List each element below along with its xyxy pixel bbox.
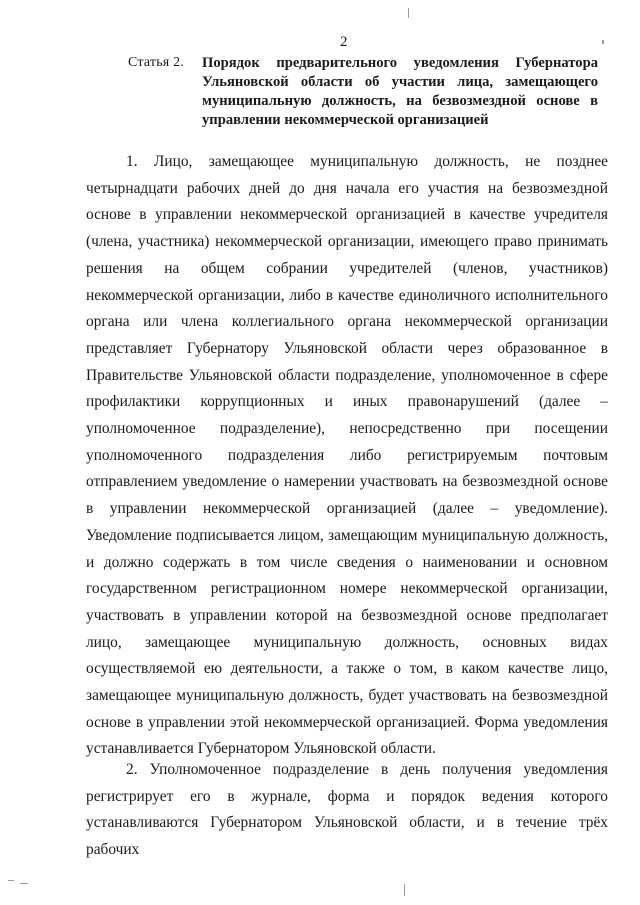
scan-mark bbox=[408, 8, 409, 18]
paragraph-2: 2. Уполномоченное подразделение в день получения уведомления регистрирует его в журнале, форма и порядок ведения которого устанавливаются Губернатором Ульяновской области, и в течение трёх рабочих bbox=[86, 761, 608, 859]
paragraph-1: 1. Лицо, замещающее муниципальную должность, не позднее четырнадцати рабочих дней до дня начала его участия на безвозмездной основе в управлении некоммерческой организацией в качестве учредителя (члена, участника) некоммерческой организации, имеющего право принимать решения на общем собрании учредителей (членов, участников) некоммерческой организации, либо в качестве единоличного исполнительного органа или члена коллегиального органа некоммерческой организации представляет Губернатору Ульяновской области через образованное в Правительстве Ульяновской области подразделение, уполномоченное в сфере профилактики коррупционных и иных правонарушений (далее – уполномоченное подразделение), непосредственно при посещении уполномоченного подразделения либо регистрируемым почтовым отправлением уведомление о намерении участвовать на безвозмездной основе в управлении некоммерческой организацией (далее – уведомление). Уведомление подписывается лицом, замещающим муниципальную должность, и должно содержать в том числе сведения о наименовании и основном государственном регистрационном номере некоммерческой организации, участвовать в управлении которой на безвозмездной основе предполагает лицо, замещающее муниципальную должность, основных видах осуществляемой ею деятельности, а также о том, в каком качестве лицо, замещающее муниципальную должность, будет участвовать на безвозмездной основе в управлении этой некоммерческой организацией. Форма уведомления устанавливается Губернатором Ульяновской области. bbox=[86, 153, 608, 758]
scan-mark bbox=[8, 880, 14, 881]
scan-mark bbox=[404, 884, 405, 896]
article-label: Статья 2. bbox=[128, 55, 185, 70]
scan-mark bbox=[20, 883, 28, 884]
page-number: 2 bbox=[340, 34, 348, 50]
article-title: Порядок предварительного уведомления Губернатора Ульяновской области об участии лица, замещающего муниципальную должность, на безвозмездной основе в управлении некоммерческой организацией bbox=[202, 55, 598, 128]
scan-mark bbox=[602, 40, 604, 44]
